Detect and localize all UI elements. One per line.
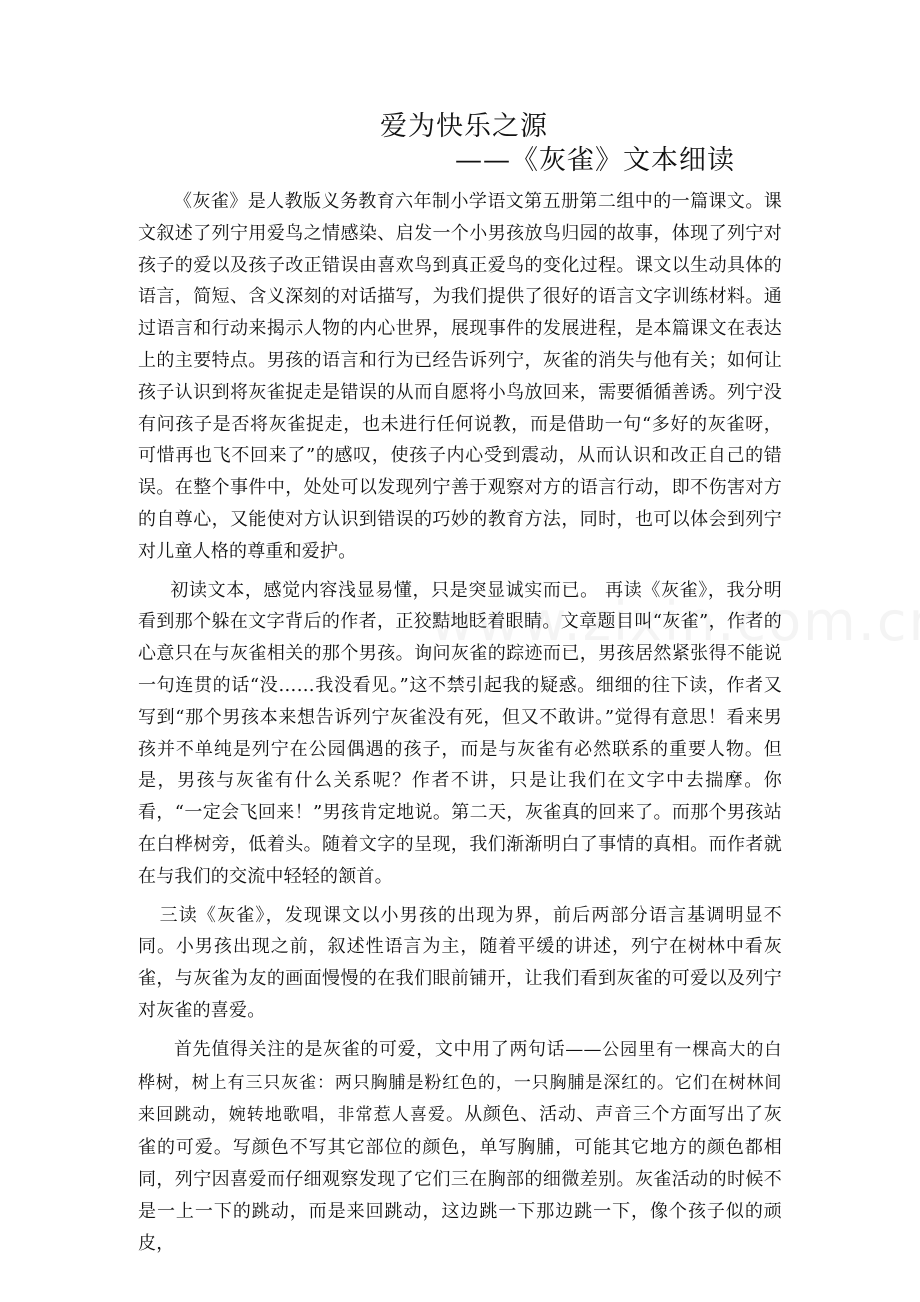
page-title: 爱为快乐之源: [380, 111, 548, 142]
paragraph-2: 初读文本，感觉内容浅显易懂，只是突显诚实而已。 再读《灰雀》，我分明看到那个躲在文字背后的作者，正狡黠地眨着眼睛。文章题目叫“灰雀”，作者的心意只在与灰雀相关的那个男孩。询问灰雀的踪迹而已，男孩居然紧张得不能说一句连贯的话“没……我没看见。”这不禁引起我的疑惑。细细的往下读，作者又写到“那个男孩本来想告诉列宁灰雀没有死，但又不敢讲。”觉得有意思！看来男孩并不单纯是列宁在公园偶遇的孩子，而是与灰雀有必然联系的重要人物。但是，男孩与灰雀有什么关系呢？作者不讲，只是让我们在文字中去揣摩。你看，“一定会飞回来！”男孩肯定地说。第二天，灰雀真的回来了。而那个男孩站在白桦树旁，低着头。随着文字的呈现，我们渐渐明白了事情的真相。而作者就在与我们的交流中轻轻的颔首。: [138, 579, 782, 887]
page-subtitle: ——《灰雀》文本细读: [455, 145, 735, 176]
paragraph-3: 三读《灰雀》，发现课文以小男孩的出现为界，前后两部分语言基调明显不同。小男孩出现之前，叙述性语言为主，随着平缓的讲述，列宁在树林中看灰雀，与灰雀为友的画面慢慢的在我们眼前铺开，让我们看到灰雀的可爱以及列宁对灰雀的喜爱。: [138, 904, 782, 1021]
paragraph-4-quote: 公园里有一棵高大的白桦树，树上有三只灰雀：两只胸脯是粉红色的，一只胸脯是深红的。它们在树林间来回跳动，婉转地歌唱，非常惹人喜爱。: [138, 1039, 782, 1126]
paragraph-4-intro: 首先值得关注的是灰雀的可爱，文中用了两句话——: [174, 1038, 602, 1060]
paragraph-4: [138, 1034, 782, 1260]
paragraph-1: 《灰雀》是人教版义务教育六年制小学语文第五册第二组中的一篇课文。课文叙述了列宁用爱鸟之情感染、启发一个小男孩放鸟归园的故事，体现了列宁对孩子的爱以及孩子改正错误由喜欢鸟到真正爱鸟的变化过程。课文以生动具体的语言，简短、含义深刻的对话描写，为我们提供了很好的语言文字训练材料。通过语言和行动来揭示人物的内心世界，展现事件的发展进程，是本篇课文在表达上的主要特点。男孩的语言和行为已经告诉列宁，灰雀的消失与他有关；如何让孩子认识到将灰雀捉走是错误的从而自愿将小鸟放回来，需要循循善诱。列宁没有问孩子是否将灰雀捉走，也未进行任何说教，而是借助一句“多好的灰雀呀，可惜再也飞不回来了”的感叹，使孩子内心受到震动，从而认识和改正自己的错误。在整个事件中，处处可以发现列宁善于观察对方的语言行动，即不伤害对方的自尊心，又能使对方认识到错误的巧妙的教育方法，同时，也可以体会到列宁对儿童人格的尊重和爱护。: [138, 191, 782, 562]
paragraph-4-rest: 从颜色、活动、声音三个方面写出了灰雀的可爱。写颜色不写其它部位的颜色，单写胸脯，可能其它地方的颜色都相同，列宁因喜爱而仔细观察发现了它们三在胸部的细微差别。灰雀活动的时候不是一上一下的跳动，而是来回跳动，这边跳一下那边跳一下，像个孩子似的顽皮，: [138, 1104, 782, 1254]
